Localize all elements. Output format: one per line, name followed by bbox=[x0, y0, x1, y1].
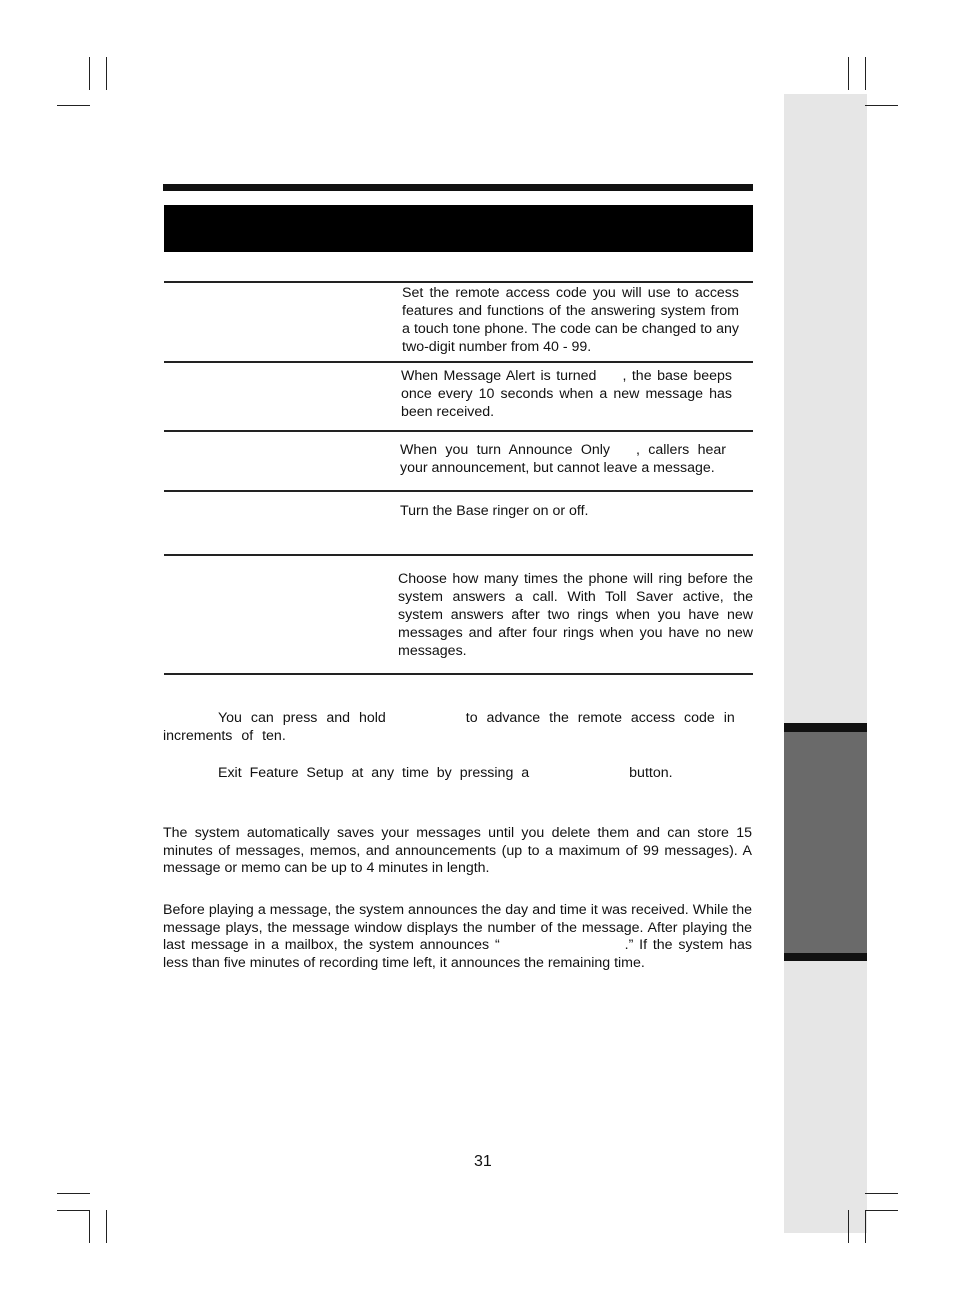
body-paragraph-storage: The system automatically saves your messages until you delete them and can store 15 minutes of messages, memos, and announcements (up to a maximum of 99 messages). A message or memo can be up to 4 minutes in length. bbox=[163, 825, 752, 877]
description-text: , the base beeps once every 10 seconds when a new message has been received. bbox=[401, 368, 732, 420]
table-row-divider bbox=[164, 554, 753, 556]
paragraph-text: .” If the system has less than five minutes of recording time left, it announces the remaining time. bbox=[163, 937, 752, 972]
table-row-description: Turn the Base ringer on or off. bbox=[400, 503, 589, 519]
note-remote-code bbox=[163, 709, 752, 745]
chapter-tab bbox=[784, 723, 867, 961]
note-text: You can press and hold bbox=[218, 710, 386, 726]
crop-mark bbox=[106, 1210, 107, 1243]
header-rule bbox=[163, 184, 753, 191]
side-strip bbox=[784, 94, 867, 1233]
table-row-divider bbox=[164, 490, 753, 492]
crop-mark bbox=[57, 1210, 90, 1211]
table-row-description: Set the remote access code you will use to access features and functions of the answering system from a touch tone phone. The code can be changed to any two-digit number from 40 - 99. bbox=[402, 285, 739, 355]
paragraph-text: Before playing a message, the system announces the day and time it was received. While the message plays, the message window displays the number of the message. After playing the last message in a mailbox, the system announces “ bbox=[163, 902, 752, 954]
table-row-divider bbox=[164, 673, 753, 675]
crop-mark bbox=[106, 57, 107, 90]
note-exit-setup bbox=[163, 764, 752, 782]
crop-mark bbox=[865, 1193, 898, 1194]
page-number: 31 bbox=[474, 1153, 492, 1170]
section-title-bar bbox=[164, 205, 753, 252]
description-text: When you turn Announce Only bbox=[400, 442, 610, 458]
crop-mark bbox=[865, 1210, 898, 1211]
crop-mark bbox=[865, 57, 866, 90]
table-row-description bbox=[400, 441, 726, 477]
table-row-description: Choose how many times the phone will ring before the system answers a call. With Toll Saver active, the system answers after two rings when you have new messages and after four rings when you have no new messages. bbox=[398, 571, 753, 659]
body-paragraph-playback bbox=[163, 902, 752, 973]
description-text: When Message Alert is turned bbox=[401, 368, 597, 384]
table-row-divider bbox=[164, 281, 753, 283]
crop-mark bbox=[57, 105, 90, 106]
crop-mark bbox=[89, 57, 90, 90]
note-text: to advance the remote access code in increments of ten. bbox=[163, 710, 735, 744]
description-text: , callers hear your announcement, but cannot leave a message. bbox=[400, 442, 726, 476]
crop-mark bbox=[57, 1193, 90, 1194]
chapter-tab-bottom-edge bbox=[784, 953, 867, 961]
crop-mark bbox=[848, 1210, 849, 1243]
crop-mark bbox=[848, 57, 849, 90]
chapter-tab-top-edge bbox=[784, 723, 867, 732]
crop-mark bbox=[89, 1210, 90, 1243]
table-row-description bbox=[401, 367, 732, 421]
crop-mark bbox=[865, 1210, 866, 1243]
note-text: Exit Feature Setup at any time by pressing a bbox=[218, 765, 530, 781]
table-row-divider bbox=[164, 361, 753, 363]
table-row-divider bbox=[164, 430, 753, 432]
crop-mark bbox=[865, 105, 898, 106]
note-text: button. bbox=[629, 765, 673, 781]
